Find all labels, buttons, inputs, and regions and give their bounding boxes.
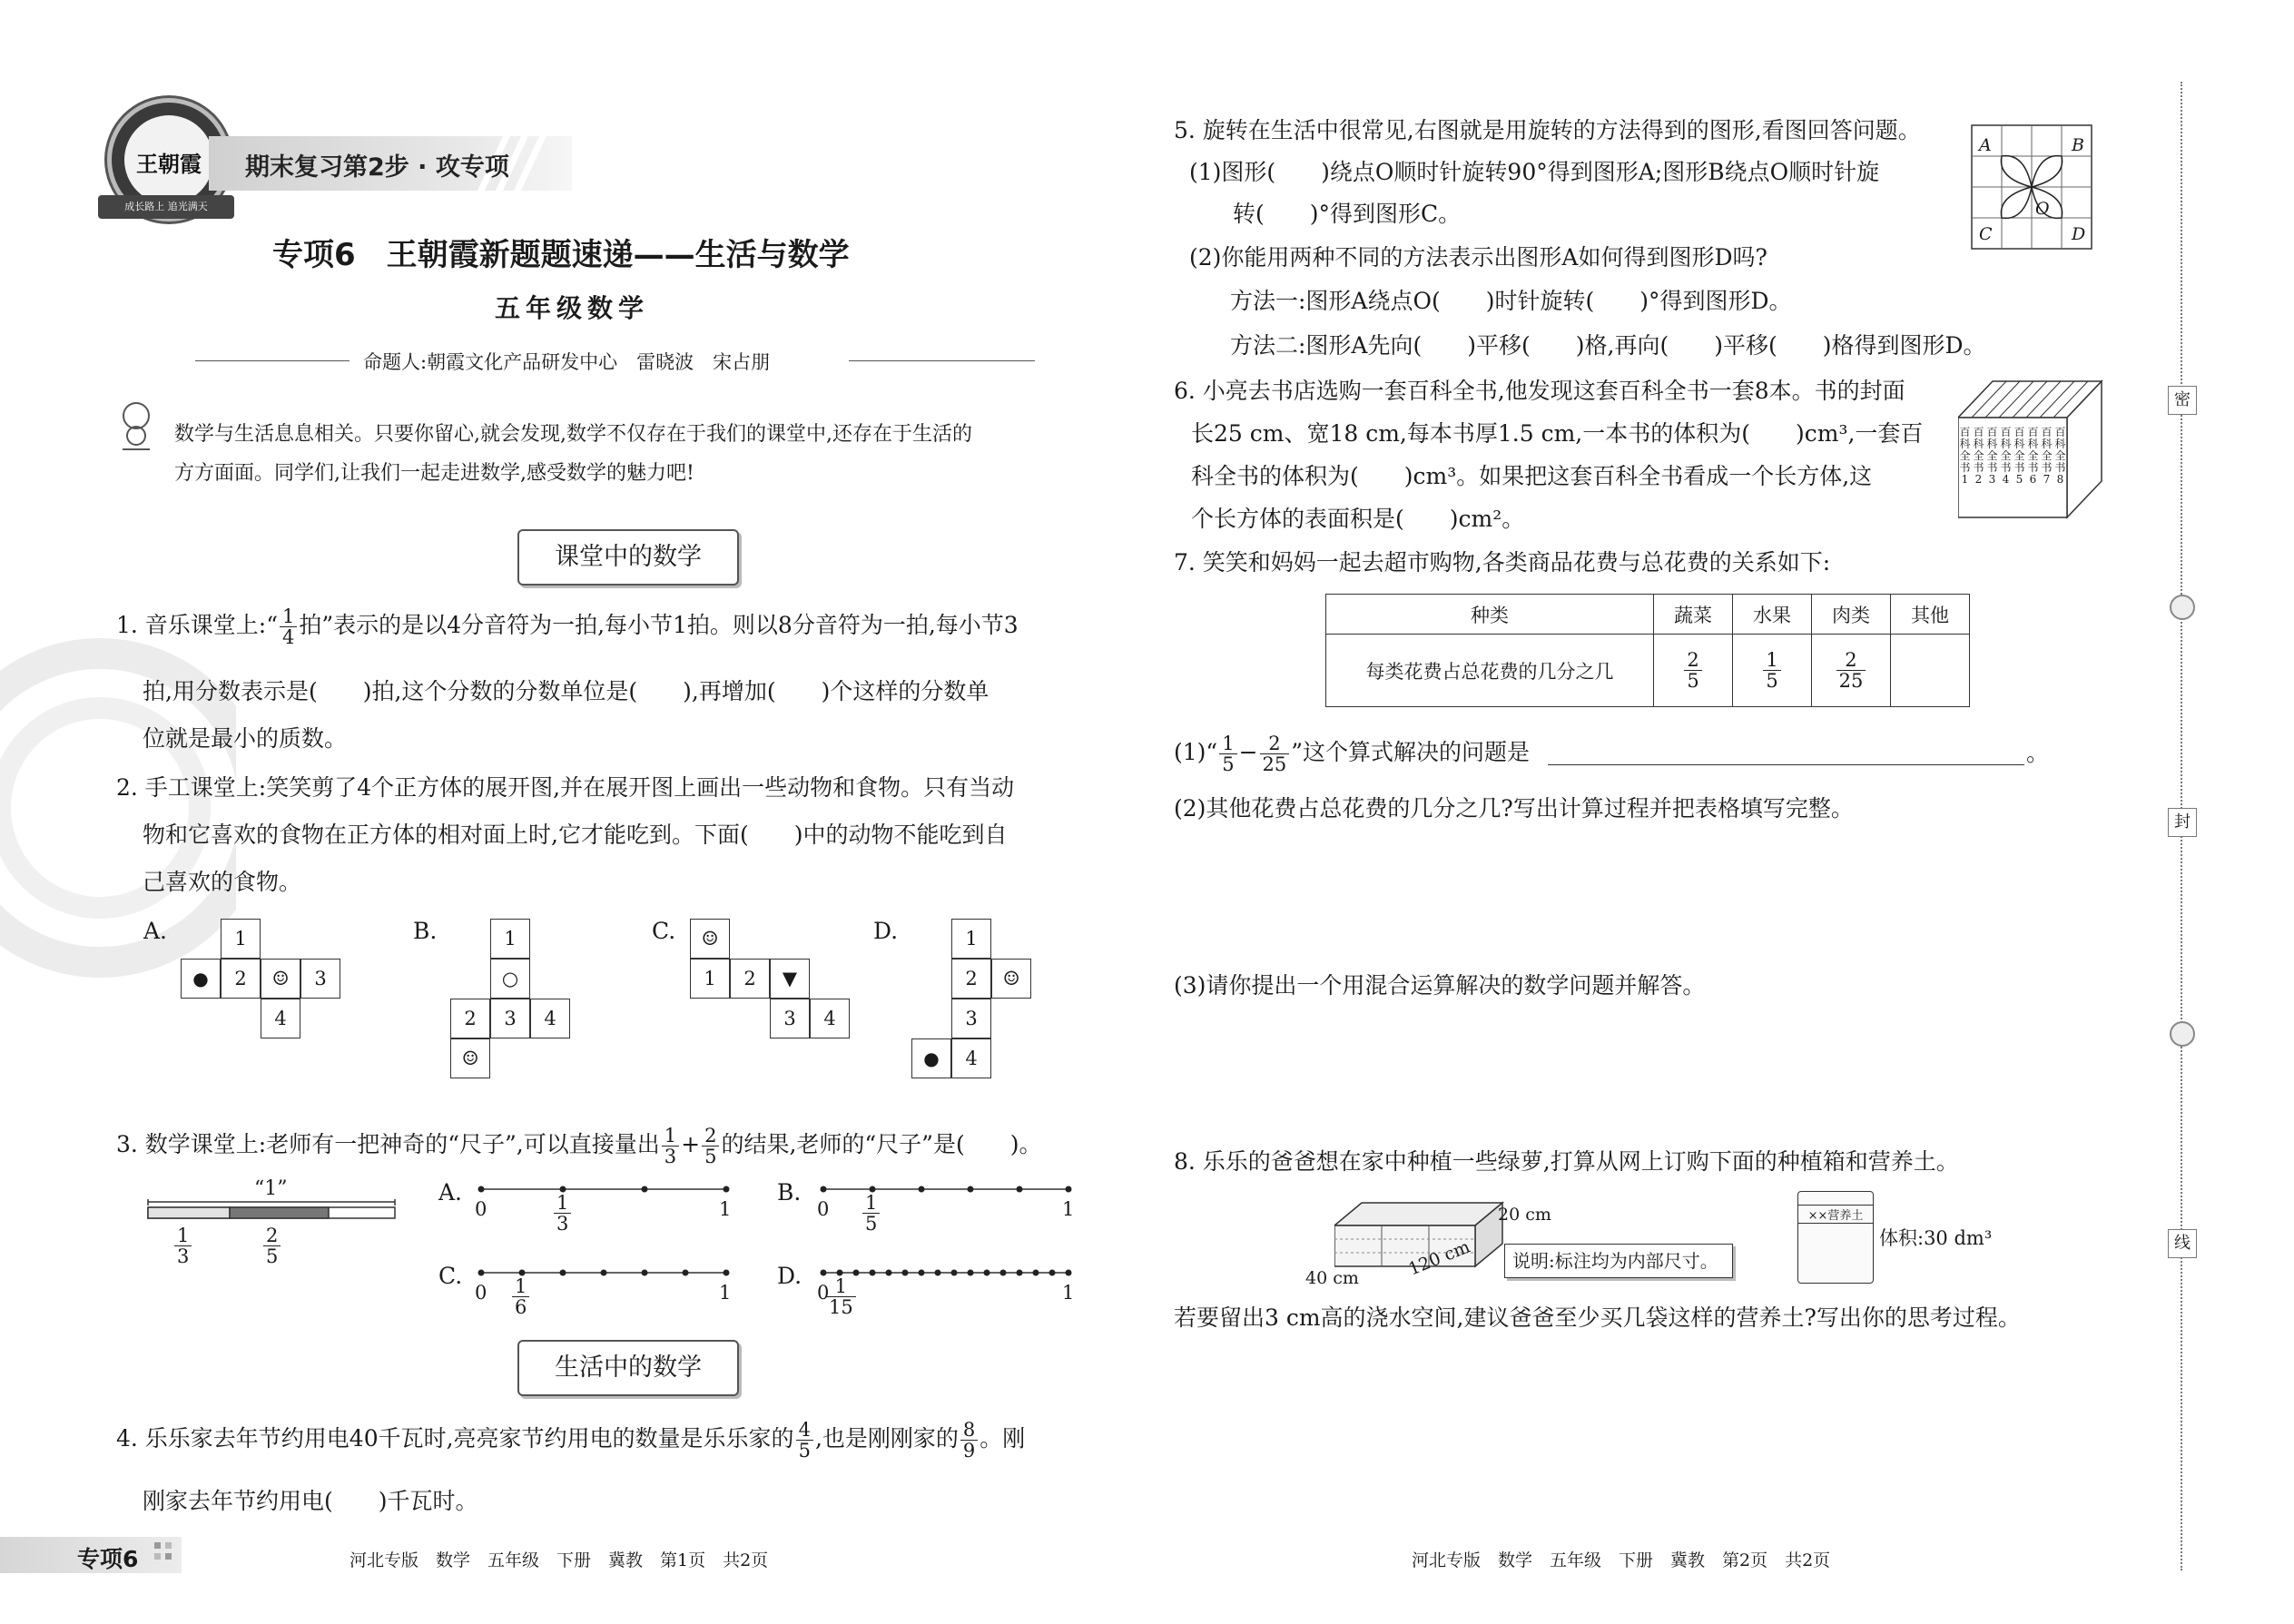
- q5-line-4: (2)你能用两种不同的方法表示出图形A如何得到图形D吗?: [1189, 244, 1767, 271]
- net-d-cell-2: 2: [951, 959, 991, 999]
- q2-line-2: 物和它喜欢的食物在正方体的相对面上时,它才能吃到。下面( )中的动物不能吃到自: [143, 822, 1008, 848]
- logo-ribbon: 成长路上 追光满天: [98, 195, 234, 219]
- q3-option-b: B.: [777, 1179, 802, 1206]
- net-b-cell-3: 3: [490, 999, 530, 1038]
- binding-label: 封: [2168, 808, 2197, 837]
- net-a-cell-4: 4: [261, 999, 300, 1038]
- cat-icon: ☺: [1002, 968, 1020, 989]
- q4-line-2: 刚家去年节约用电( )千瓦时。: [143, 1488, 478, 1514]
- net-a-cell-1: 1: [221, 919, 261, 959]
- carrot-icon: ▼: [782, 968, 798, 989]
- authors: 命题人:朝霞文化产品研发中心 雷晓波 宋占朋: [363, 351, 771, 373]
- q3-option-c: C.: [438, 1263, 463, 1289]
- peach-icon: ○: [501, 968, 519, 989]
- intro-line-2: 方方面面。同学们,让我们一起走进数学,感受数学的魅力吧!: [174, 462, 694, 485]
- ruler-fraction-1: $\frac{1}{3}$: [174, 1225, 192, 1266]
- net-b-cell-4: 4: [530, 999, 570, 1038]
- net-b-cell-1: 1: [490, 919, 530, 959]
- nl-c-tick: $\frac{1}{6}$: [512, 1276, 529, 1317]
- fig-label-d: D: [2072, 224, 2086, 244]
- q1-fraction: $\frac{1}{4}$: [280, 606, 297, 647]
- fish-icon: ●: [192, 968, 209, 989]
- net-d-cell-1: 1: [951, 919, 991, 959]
- section-life: 生活中的数学: [517, 1340, 739, 1396]
- spine: 百科全书 6: [2027, 426, 2039, 486]
- table-header: 其他: [1891, 595, 1970, 635]
- soil-volume: 体积:30 dm³: [1879, 1227, 1993, 1249]
- monkey-icon: ☺: [461, 1048, 479, 1069]
- table-header: 种类: [1326, 595, 1654, 635]
- dim-width: 40 cm: [1305, 1268, 1359, 1288]
- q4-line-1: 4. 乐乐家去年节约用电40千瓦时,亮亮家节约用电的数量是乐乐家的 $\frac{4}{5}$ ,也是刚刚家的 $\frac{8}{9}$ 。刚: [116, 1419, 1026, 1462]
- page-title: 专项6 王朝霞新题题速递——生活与数学: [272, 237, 850, 273]
- net-b-cell-peach: [490, 959, 530, 999]
- q7-part-2-answer-area[interactable]: [1174, 831, 2172, 967]
- binding-label: 密: [2168, 386, 2197, 415]
- q2-option-b: B.: [413, 918, 438, 944]
- cost-table: [1325, 594, 1970, 707]
- q2-option-c: C.: [652, 918, 676, 944]
- q1-line-3: 位就是最小的质数。: [143, 725, 348, 752]
- q3-option-d: D.: [777, 1263, 802, 1289]
- q5-line-3: 转( )°得到图形C。: [1233, 201, 1462, 227]
- spine: 百科全书 2: [1973, 426, 1984, 486]
- net-c-cell-1: 1: [690, 959, 730, 999]
- net-b-cell-monkey: [450, 1038, 490, 1078]
- q6-line-1: 6. 小亮去书店选购一套百科全书,他发现这套百科全书一套8本。书的封面: [1174, 378, 1905, 404]
- net-c-cell-3: 3: [770, 999, 810, 1038]
- cat-icon: ☺: [271, 968, 290, 989]
- nl-d-one: 1: [1062, 1282, 1075, 1304]
- fish-icon: ●: [923, 1048, 940, 1069]
- q8-line-1: 8. 乐乐的爸爸想在家中种植一些绿萝,打算从网上订购下面的种植箱和营养土。: [1174, 1148, 1959, 1175]
- spine: 百科全书 7: [2041, 426, 2053, 486]
- q2-option-a: A.: [143, 918, 168, 944]
- fig-label-a: A: [1979, 135, 1992, 155]
- table-cell-empty[interactable]: [1891, 635, 1970, 707]
- net-d-cell-cat: [991, 959, 1031, 999]
- spine: 百科全书 1: [1959, 426, 1971, 486]
- publisher-logo-icon: 王朝霞: [107, 98, 231, 221]
- net-a-cell-3: 3: [300, 959, 340, 999]
- note-box: 说明:标注均为内部尺寸。: [1504, 1244, 1733, 1278]
- left-page: [0, 0, 1144, 1624]
- q5-line-2: (1)图形( )绕点O顺时针旋转90°得到图形A;图形B绕点O顺时针旋: [1189, 159, 1880, 185]
- q7-part-1: (1)“ $\frac{1}{5}$ − $\frac{2}{25}$ ”这个算式解决的问题是: [1174, 733, 1531, 775]
- mascot-icon: [113, 399, 159, 454]
- net-d-cell-4: 4: [951, 1038, 991, 1078]
- spine: 百科全书 3: [1986, 426, 1998, 486]
- fig-label-b: B: [2072, 135, 2084, 155]
- divider: [849, 360, 1035, 361]
- net-c-cell-rabbit: [690, 919, 730, 959]
- q2-line-3: 己喜欢的食物。: [143, 869, 302, 895]
- dim-height: 20 cm: [1498, 1205, 1551, 1225]
- nl-b-one: 1: [1062, 1198, 1075, 1220]
- number-line-b: [819, 1180, 1073, 1198]
- intro-line-1: 数学与生活息息相关。只要你留心,就会发现,数学不仅存在于我们的课堂中,还存在于生活的: [174, 423, 972, 446]
- ruler-label: “1”: [254, 1177, 288, 1200]
- q2-line-1: 2. 手工课堂上:笑笑剪了4个正方体的展开图,并在展开图上画出一些动物和食物。只有当动: [116, 774, 1015, 801]
- table-header: 水果: [1733, 595, 1812, 635]
- net-c-cell-2: 2: [730, 959, 770, 999]
- q6-line-4: 个长方体的表面积是( )cm²。: [1191, 506, 1525, 532]
- q2-option-d: D.: [873, 918, 899, 944]
- binding-hole-icon: [2170, 1021, 2195, 1047]
- section-classroom: 课堂中的数学: [517, 529, 739, 586]
- divider: [195, 360, 350, 361]
- table-row-label: 每类花费占总花费的几分之几: [1326, 635, 1654, 707]
- q1-line-2: 拍,用分数表示是( )拍,这个分数的分数单位是( ),再增加( )个这样的分数单: [143, 678, 989, 704]
- fig-label-o: O: [2035, 199, 2050, 219]
- q7-part-3: (3)请你提出一个用混合运算解决的数学问题并解答。: [1174, 972, 1706, 999]
- nl-d-zero: 0: [817, 1282, 830, 1304]
- q6-line-2: 长25 cm、宽18 cm,每本书厚1.5 cm,一本书的体积为( )cm³,一套百: [1191, 420, 1924, 447]
- q7-line-1: 7. 笑笑和妈妈一起去超市购物,各类商品花费与总花费的关系如下:: [1174, 549, 1831, 576]
- nl-a-tick: $\frac{1}{3}$: [554, 1193, 571, 1234]
- number-line-a: [477, 1180, 731, 1198]
- q7-part-1-end: 。: [2026, 740, 2050, 766]
- binding-label: 线: [2168, 1229, 2197, 1258]
- soil-bag-label: ××营养土: [1798, 1205, 1873, 1224]
- page-subtitle: 五年级数学: [495, 293, 650, 323]
- book-spines: [1958, 427, 2067, 486]
- spine: 百科全书 4: [2000, 426, 2012, 486]
- encyclopedia-set-icon: [1958, 374, 2103, 519]
- q7-part-3-answer-area[interactable]: [1174, 1008, 2172, 1135]
- footer-left: 河北专版 数学 五年级 下册 冀教 第1页 共2页: [350, 1550, 769, 1570]
- table-header: 蔬菜: [1654, 595, 1733, 635]
- q5-line-6: 方法二:图形A先向( )平移( )格,再向( )平移( )格得到图形D。: [1230, 332, 1986, 359]
- soil-bag-icon: [1797, 1191, 1874, 1284]
- net-a-cell-2: 2: [221, 959, 261, 999]
- table-cell: $\frac{2}{25}$: [1812, 635, 1891, 707]
- net-a-cell-cat: [261, 959, 300, 999]
- dots-icon: [153, 1540, 180, 1570]
- q7-answer-line[interactable]: [1548, 764, 2024, 765]
- nl-b-tick: $\frac{1}{5}$: [862, 1193, 880, 1234]
- q5-line-5: 方法一:图形A绕点O( )时针旋转( )°得到图形D。: [1230, 288, 1792, 314]
- q5-line-1: 5. 旋转在生活中很常见,右图就是用旋转的方法得到的图形,看图回答问题。: [1174, 117, 1921, 143]
- table-header: 肉类: [1812, 595, 1891, 635]
- ruler-fraction-2: $\frac{2}{5}$: [263, 1225, 281, 1266]
- q8-line-2: 若要留出3 cm高的浇水空间,建议爸爸至少买几袋这样的营养土?写出你的思考过程。: [1174, 1304, 2021, 1331]
- net-b-cell-2: 2: [450, 999, 490, 1038]
- spine: 百科全书 8: [2054, 426, 2066, 486]
- nl-a-zero: 0: [475, 1198, 487, 1220]
- net-c-cell-carrot: [770, 959, 810, 999]
- nl-a-one: 1: [719, 1198, 732, 1220]
- fig-label-c: C: [1979, 224, 1993, 244]
- table-cell: $\frac{2}{5}$: [1654, 635, 1733, 707]
- q3-line-1: 3. 数学课堂上:老师有一把神奇的“尺子”,可以直接量出 $\frac{1}{3}$ + $\frac{2}{5}$ 的结果,老师的“尺子”是( )。: [116, 1125, 1042, 1167]
- rabbit-icon: ☺: [701, 928, 719, 950]
- number-line-d: [819, 1264, 1073, 1282]
- footer-right: 河北专版 数学 五年级 下册 冀教 第2页 共2页: [1412, 1550, 1831, 1570]
- table-cell: $\frac{1}{5}$: [1733, 635, 1812, 707]
- net-a-cell-fish: [181, 959, 221, 999]
- net-d-cell-fish: [911, 1038, 951, 1078]
- nl-b-zero: 0: [817, 1198, 830, 1220]
- q3-option-a: A.: [438, 1179, 463, 1206]
- teacher-ruler-icon: [145, 1196, 399, 1220]
- review-banner: 期末复习第2步 · 攻专项: [209, 136, 572, 191]
- spine: 百科全书 5: [2013, 426, 2025, 486]
- footer-tag: 专项6: [0, 1537, 182, 1573]
- net-d-cell-3: 3: [951, 999, 991, 1038]
- right-page: [1153, 0, 2294, 1624]
- nl-d-tick: $\frac{1}{15}$: [826, 1276, 856, 1317]
- net-c-cell-4: 4: [810, 999, 850, 1038]
- nl-c-zero: 0: [475, 1282, 487, 1304]
- q7-part-2: (2)其他花费占总花费的几分之几?写出计算过程并把表格填写完整。: [1174, 795, 1854, 822]
- q1-line-1: 1. 音乐课堂上:“ $\frac{1}{4}$ 拍”表示的是以4分音符为一拍,每小节1拍。则以8分音符为一拍,每小节3: [116, 605, 1019, 648]
- q6-line-3: 科全书的体积为( )cm³。如果把这套百科全书看成一个长方体,这: [1191, 463, 1873, 489]
- binding-hole-icon: [2170, 595, 2195, 620]
- dim-length: 120 cm: [1405, 1236, 1473, 1280]
- nl-c-one: 1: [719, 1282, 732, 1304]
